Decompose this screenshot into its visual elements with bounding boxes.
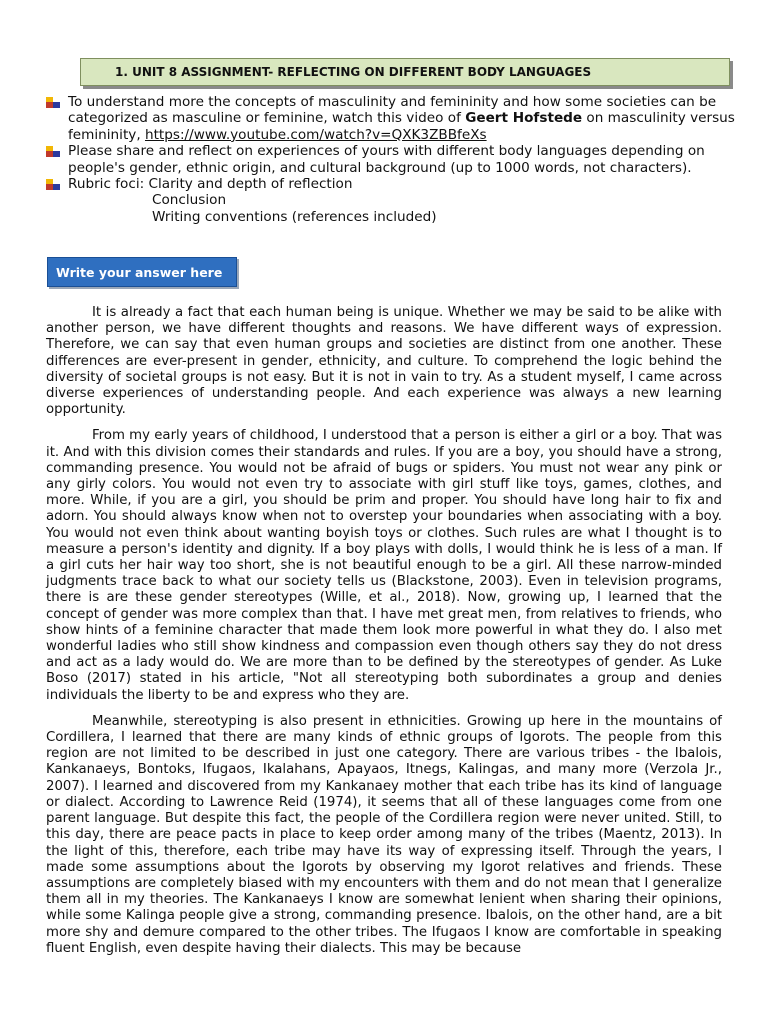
assignment-title: 1. UNIT 8 ASSIGNMENT- REFLECTING ON DIFFERENT BODY LANGUAGES [115,65,592,79]
bullet-icon [46,146,60,157]
essay-body [46,305,722,967]
essay-paragraph: From my early years of childhood, I understood that a person is either a girl or a boy. That was it. And with this division comes their standards and rules. If you are a boy, you should have a strong, commanding presence. You would not be afraid of bugs or spiders. You must not wear any pink or any girly colors. You would not even try to associate with girl stuff like toys, games, clothes, and more. While, if you are a girl, you should be prim and proper. You should have long hair to fix and adorn. You should always know when not to overstep your boundaries when associating with a boy. You would not even think about wanting boyish toys or clothes. Such rules are what I thought is to measure a person's identity and dignity. If a boy plays with dolls, I would think he is less of a man. If a girl cuts her hair way too short, she is not beautiful enough to be a girl. All these narrow-minded judgments trace back to what our society tells us (Blackstone, 2003). Even in television programs, there is are these gender stereotypes (Wille, et al., 2018). Now, growing up, I learned that the concept of gender was more complex than that. I have met great men, from relatives to friends, who show hints of a feminine character that made them look more powerful in what they do. I also met wonderful ladies who still show kindness and compassion even though others say they do not dress and act as a lady would do. We are more than to be defined by the stereotypes of gender. As Luke Boso (2017) stated in his article, "Not all stereotyping both subordinates a group and denies individuals the liberty to be and express who they are. [46,428,722,703]
instruction-speaker-name: Geert Hofstede [465,110,583,127]
video-link[interactable]: https://www.youtube.com/watch?v=QXK3ZBBfeXs [144,126,487,143]
essay-paragraph: It is already a fact that each human being is unique. Whether we may be said to be alike with another person, we have different thoughts and reasons. We have different ways of expression. Therefore, we can say that even human groups and societies are distinct from one another. These differences are ever-present in gender, ethnicity, and culture. To comprehend the logic behind the diversity of societal groups is not easy. But it is not in vain to try. As a student myself, I came across diverse experiences of understanding people. And each experience was always a new learning opportunity. [46,305,722,418]
rubric-conclusion: Conclusion [152,192,227,209]
answer-label-box [47,257,237,287]
instruction-video-text: To understand more the concepts of masculinity and femininity and how some societies can be categorized as masculine or feminine, watch this video of [68,94,717,127]
essay-paragraph: Meanwhile, stereotyping is also present in ethnicities. Growing up here in the mountains of Cordillera, I learned that there are many kinds of ethnic groups of Igorots. The people from this region are not limited to be described in just one category. There are various tribes - the Ibalois, Kankanaeys, Bontoks, Ifugaos, Ikalahans, Apayaos, Itnegs, Kalingas, and many more (Verzola Jr., 2007). I learned and discovered from my Kankanaey mother that each tribe has its kind of language or dialect. According to Lawrence Reid (1974), it seems that all of these languages come from one parent language. But despite this fact, the people of the Cordillera region were never united. Still, to this day, there are peace pacts in place to keep order among many of the tribes (Maentz, 2013). In the light of this, therefore, each tribe may have its way of expressing itself. Through the years, I made some assumptions about the Igorots by observing my Igorot relatives and friends. These assumptions are completely biased with my encounters with them and do not mean that I generalize them all in my theories. The Kankanaeys I know are somewhat lenient when sharing their opinions, while some Kalinga people give a strong, commanding presence. Ibalois, on the other hand, are a bit more shy and demure compared to the other tribes. The Ifugaos I know are comfortable in speaking fluent English, even despite having their dialects. This may be because [46,713,722,956]
rubric-text: Rubric foci: Clarity and depth of reflection [68,176,353,193]
bullet-icon [46,179,60,190]
assignment-title-box [80,58,730,86]
instruction-video-text-cont: on masculinity versus femininity, [68,110,735,143]
rubric-writing-conventions: Writing conventions (references included) [152,208,437,225]
instructions-list [46,94,736,225]
bullet-icon [46,97,60,108]
instruction-reflect-text: Please share and reflect on experiences of yours with different body languages depending on people's gender, ethnic origin, and cultural background (up to 1000 words, not characters). [68,143,705,176]
instruction-item-rubric [46,176,736,192]
instruction-item-reflect [46,143,736,176]
instruction-item-video [46,94,736,143]
answer-label: Write your answer here [56,265,223,280]
